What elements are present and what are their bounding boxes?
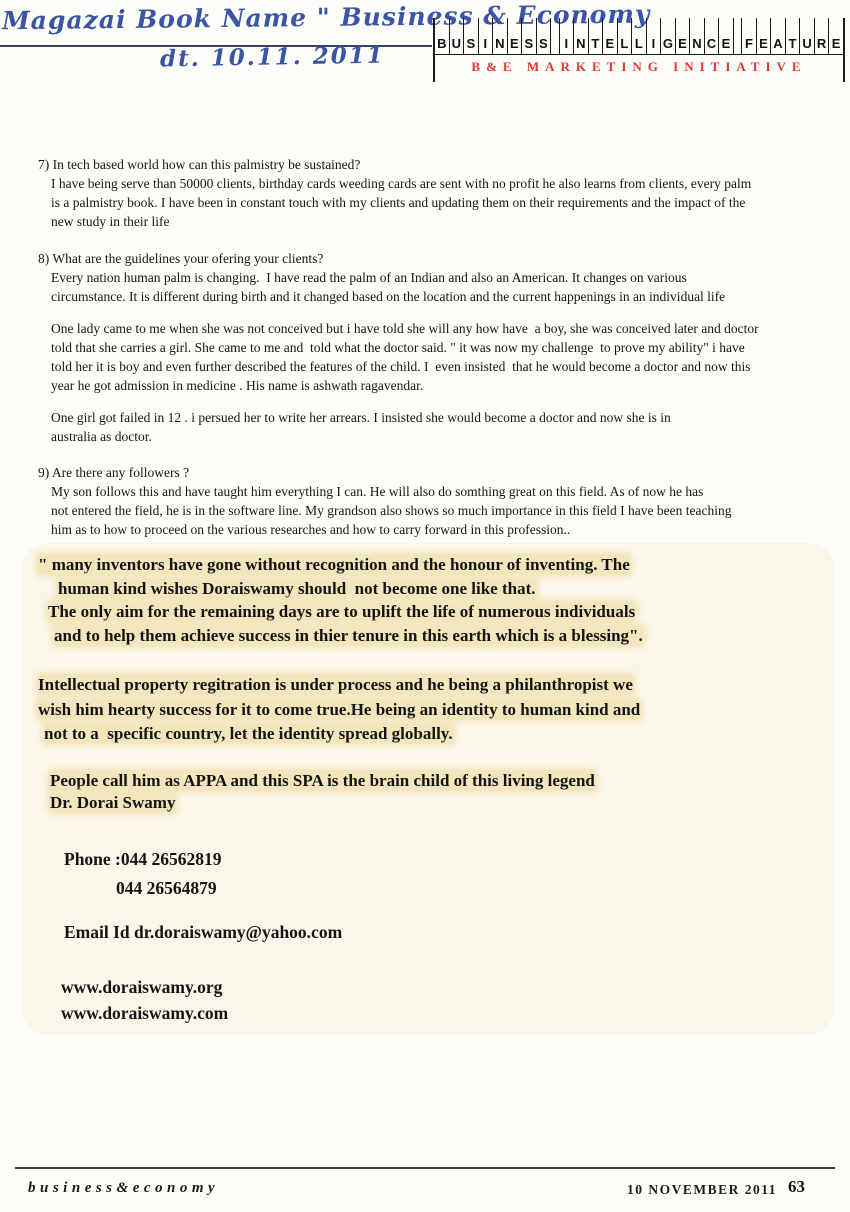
spacer xyxy=(38,446,833,463)
answer-9 xyxy=(51,482,833,539)
strip-tick xyxy=(689,18,704,27)
spacer xyxy=(38,395,833,408)
strip-tick xyxy=(785,18,800,27)
strip-letter-cell: U xyxy=(799,27,814,54)
strip-letter-cell: B xyxy=(437,36,447,51)
strip-letter-cell: L xyxy=(631,27,646,54)
text-line: www.doraiswamy.org xyxy=(61,976,223,997)
strip-tick xyxy=(507,18,522,27)
strip-tick xyxy=(756,18,771,27)
strip-tick xyxy=(492,18,507,27)
anecdote-lady xyxy=(51,319,833,395)
strip-letter-cell: I xyxy=(559,27,574,54)
handwritten-magazine-title: Magazai Book Name " Business & Economy xyxy=(1,0,651,36)
strip-tick xyxy=(631,18,646,27)
text-line: and to help them achieve success in thier tenure in this earth which is a blessing". xyxy=(54,625,643,645)
strip-tick xyxy=(449,18,464,27)
text-line: The only aim for the remaining days are to uplift the life of numerous individuals xyxy=(48,602,636,621)
strip-letter-cell: E xyxy=(675,27,690,54)
strip-letter-cell: S xyxy=(536,27,551,54)
footer-page-number: 63 xyxy=(788,1177,805,1196)
text-line: circumstance. It is different during birth and it changed based on the location and the current happenings in an individual life xyxy=(51,289,726,304)
article-body xyxy=(38,155,833,1026)
anecdote-girl xyxy=(51,408,833,446)
strip-letter-cell: E xyxy=(718,27,733,54)
question-8: 8) What are the guidelines your ofering your clients? xyxy=(38,251,324,266)
strip-tick xyxy=(536,18,551,27)
footer-rule xyxy=(15,1167,835,1169)
text-line: not to a specific country, let the identity spread globally. xyxy=(44,724,453,743)
text-line: human kind wishes Doraiswamy should not become one like that. xyxy=(58,578,536,598)
strip-tick xyxy=(675,18,690,27)
masthead-subtitle: B&E MARKETING INITIATIVE xyxy=(471,58,807,74)
strip-letter-cell: T xyxy=(785,27,800,54)
strip-letter-cell: E xyxy=(602,27,617,54)
intellectual-property-paragraph xyxy=(38,673,833,747)
footer-issue-date: 10 NOVEMBER 2011 xyxy=(627,1182,778,1197)
text-line: I have being serve than 50000 clients, birthday cards weeding cards are sent with no profit he also learns from clients, every palm xyxy=(51,176,752,191)
strip-tick xyxy=(602,18,617,27)
text-line: Every nation human palm is changing. I have read the palm of an Indian and also an American. It changes on various xyxy=(51,270,687,285)
strip-tick xyxy=(770,18,785,27)
strip-tick xyxy=(463,18,478,27)
strip-word-gap xyxy=(550,27,558,54)
text-line: him as to how to proceed on the various researches and how to carry forward in this profession.. xyxy=(51,522,571,537)
strip-letter-cell: E xyxy=(828,27,843,54)
text-line: My son follows this and have taught him everything I can. He will also do somthing great on this field. As of now he has xyxy=(51,484,704,499)
strip-tick xyxy=(559,18,574,27)
email-address: Email Id dr.doraiswamy@yahoo.com xyxy=(64,921,343,942)
text-line: wish him hearty success for it to come true.He being an identity to human kind and xyxy=(38,699,641,719)
answer-8 xyxy=(51,268,833,306)
pull-quote xyxy=(38,553,833,647)
strip-tick xyxy=(435,18,449,27)
strip-letter-cell: R xyxy=(814,27,829,54)
living-legend-paragraph xyxy=(50,770,833,814)
strip-tick xyxy=(573,18,588,27)
masthead-strip xyxy=(433,18,845,82)
strip-letter-cell: S xyxy=(463,27,478,54)
strip-letter-cell: S xyxy=(521,27,536,54)
text-line: www.doraiswamy.com xyxy=(61,1002,229,1023)
answer-7 xyxy=(51,174,833,231)
strip-letter-cell: N xyxy=(492,27,507,54)
strip-tick xyxy=(521,18,536,27)
text-line: told her it is boy and even further described the features of the child. I even insisted that he would become a doctor and now this xyxy=(51,359,751,374)
strip-letter-cell: I xyxy=(646,27,661,54)
strip-letter-cell: G xyxy=(660,27,675,54)
strip-tick xyxy=(828,18,843,27)
strip-letter-cell: C xyxy=(704,27,719,54)
strip-tick xyxy=(478,18,493,27)
text-line: Intellectual property regitration is under process and he being a philanthropist we xyxy=(38,675,633,694)
strip-letter-cell: E xyxy=(756,27,771,54)
text-line: is a palmistry book. I have been in constant touch with my clients and updating them on their requirements and the impact of the xyxy=(51,195,746,210)
strip-tick xyxy=(741,18,756,27)
handwritten-date: dt. 10.11. 2011 xyxy=(159,41,386,73)
phone-numbers xyxy=(64,845,833,903)
strip-tick xyxy=(799,18,814,27)
masthead-tick-row xyxy=(435,18,843,27)
strip-tick xyxy=(660,18,675,27)
text-line: One lady came to me when she was not conceived but i have told she will any how have a boy, she was conceived later and doctor xyxy=(51,321,759,336)
text-line: told that she carries a girl. She came to me and told what the doctor said. " it was now my challenge to prove my ability" i have xyxy=(51,340,745,355)
strip-letter-cell: A xyxy=(770,27,785,54)
strip-tick xyxy=(550,18,558,27)
strip-letter-cell: U xyxy=(449,27,464,54)
text-line: year he got admission in medicine . His name is ashwath ragavendar. xyxy=(51,378,424,393)
strip-tick xyxy=(733,18,741,27)
strip-tick xyxy=(814,18,829,27)
strip-tick xyxy=(718,18,733,27)
strip-letter-cell: T xyxy=(588,27,603,54)
text-line: Phone :044 26562819 xyxy=(64,848,222,869)
strip-letter-cell: N xyxy=(689,27,704,54)
strip-tick xyxy=(588,18,603,27)
strip-letter-cell: L xyxy=(617,27,632,54)
footer-magazine-name: business&economy xyxy=(28,1180,220,1196)
spacer xyxy=(38,306,833,319)
text-line: 044 26564879 xyxy=(116,877,217,898)
strip-tick xyxy=(704,18,719,27)
strip-letter-cell: E xyxy=(507,27,522,54)
text-line: new study in their life xyxy=(51,214,170,229)
strip-word-gap xyxy=(733,27,741,54)
website-urls xyxy=(61,974,833,1026)
strip-letter-cell: N xyxy=(573,27,588,54)
question-9: 9) Are there any followers ? xyxy=(38,465,190,480)
strip-tick xyxy=(646,18,661,27)
strip-tick xyxy=(617,18,632,27)
text-line: People call him as APPA and this SPA is the brain child of this living legend xyxy=(50,770,595,790)
text-line: Dr. Dorai Swamy xyxy=(50,792,176,812)
strip-letter-cell: F xyxy=(741,27,756,54)
text-line: not entered the field, he is in the software line. My grandson also shows so much importance in this field I have been teaching xyxy=(51,503,732,518)
text-line: One girl got failed in 12 . i persued her to write her arrears. I insisted she would become a doctor and now she is in xyxy=(51,410,671,425)
text-line: " many inventors have gone without recognition and the honour of inventing. The xyxy=(38,555,630,574)
question-7: 7) In tech based world how can this palmistry be sustained? xyxy=(38,157,361,172)
text-line: australia as doctor. xyxy=(51,429,152,444)
strip-letter-cell: I xyxy=(478,27,493,54)
masthead-title xyxy=(435,27,843,55)
spacer xyxy=(38,231,833,249)
